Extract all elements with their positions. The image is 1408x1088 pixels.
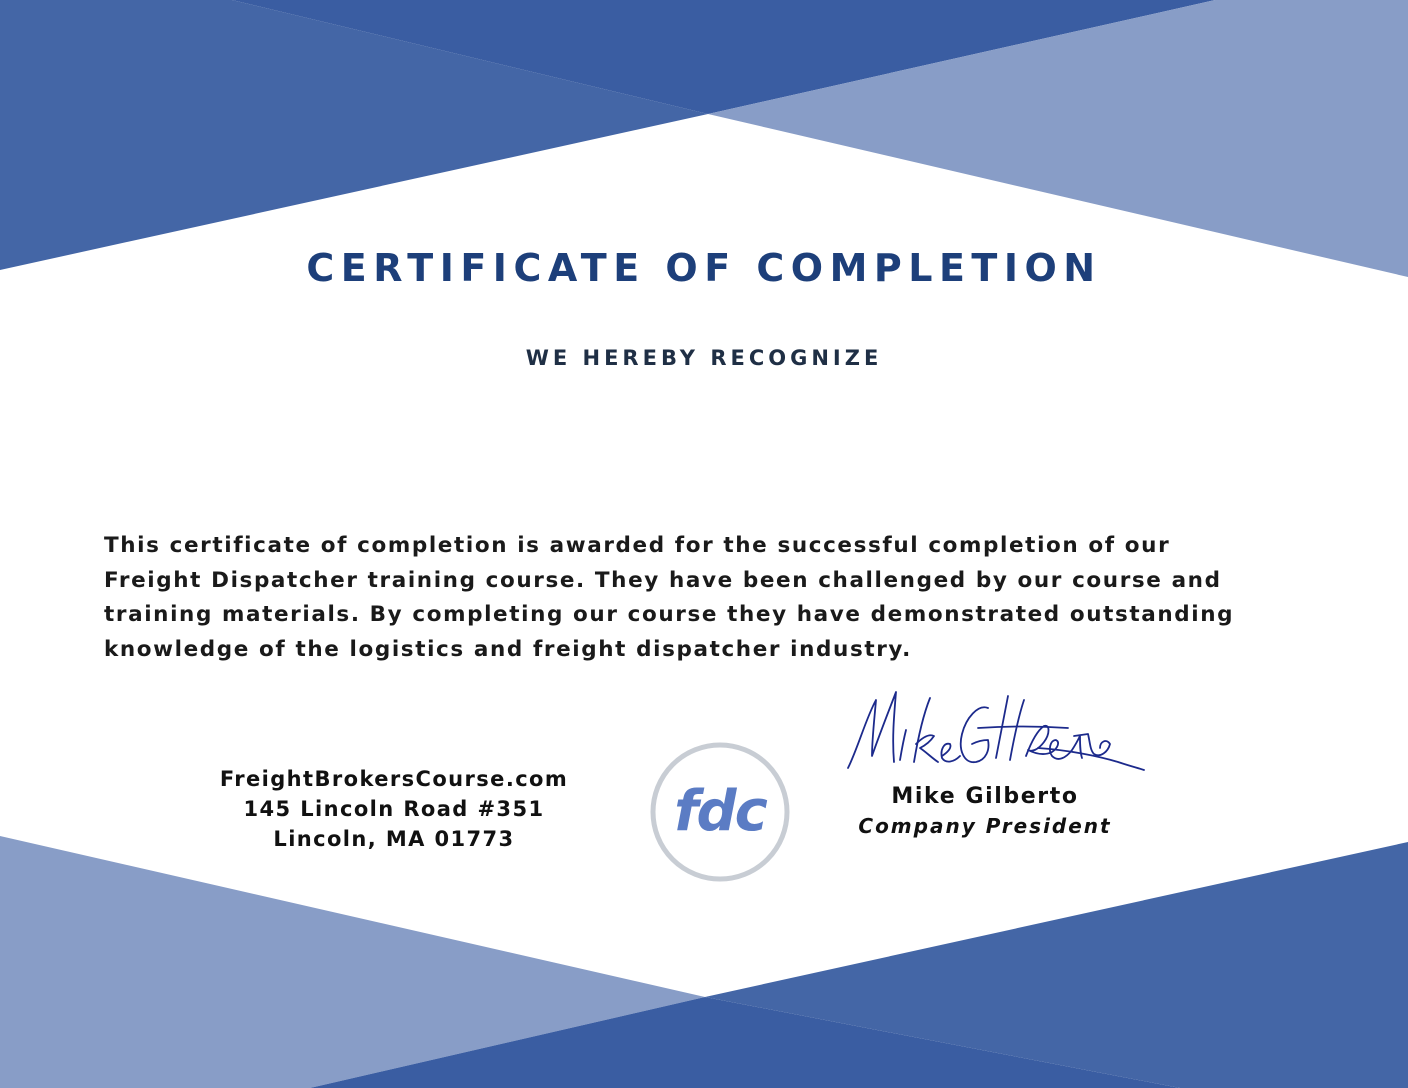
issuer-city: Lincoln, MA 01773 <box>273 827 515 851</box>
body-line: training materials. By completing our course they have demonstrated outstanding <box>104 602 1235 627</box>
signatory-role: Company President <box>858 814 1112 838</box>
signatory-name: Mike Gilberto <box>891 784 1079 809</box>
issuer-address <box>174 764 614 854</box>
body-line: Freight Dispatcher training course. They have been challenged by our course and <box>104 567 1222 593</box>
signatory-block <box>820 782 1150 840</box>
fdc-logo-icon <box>648 740 792 884</box>
certificate-subtitle: WE HEREBY RECOGNIZE <box>525 346 883 370</box>
logo-text: fdc <box>674 779 766 844</box>
certificate-title: CERTIFICATE OF COMPLETION <box>306 246 1102 290</box>
issuer-website: FreightBrokersCourse.com <box>219 767 569 791</box>
certificate-body <box>104 529 1324 667</box>
body-line: knowledge of the logistics and freight dispatcher industry. <box>104 636 912 662</box>
issuer-street: 145 Lincoln Road #351 <box>243 797 545 821</box>
body-line: This certificate of completion is awarded for the successful completion of our <box>104 533 1171 558</box>
handwritten-signature-icon <box>838 678 1148 778</box>
